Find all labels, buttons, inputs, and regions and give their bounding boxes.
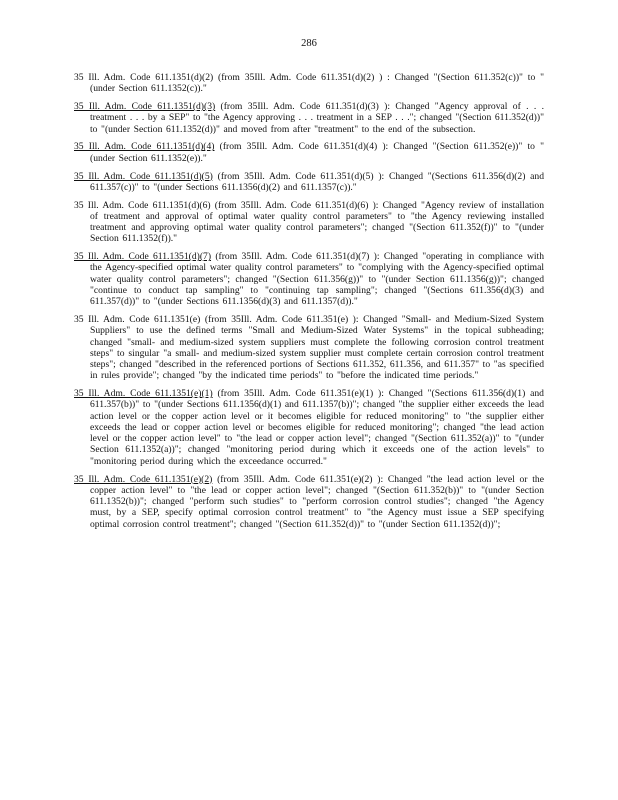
amendment-text: (from 35Ill. Adm. Code 611.351(e)(1) ): Changed "(Sections 611.356(d)(1) and 611.357(b))" to "(under Sections 611.1356(d)(1) and 611.1357(b))"; changed "the supplier either exceeds the lead action level or the copper action level or it becomes eligible for reduced monitoring" to "the supplier either exceeds the lead or copper action level or becomes eligible for reduced monitoring"; changed "the lead action level or the copper action level" to "the lead or copper action level"; changed "(Section 611.352(a))" to "(under Section 611.1352(a))"; changed "monitoring period during which it exceeds one of the action levels" to "monitoring period during which the exceedance occurred.": [90, 388, 544, 467]
amendment-entry: [74, 72, 544, 95]
code-citation: 35 Ill. Adm. Code 611.1351(d)(6): [74, 199, 211, 211]
code-citation: 35 Ill. Adm. Code 611.1351(d)(3): [74, 101, 216, 113]
amendment-entry: [74, 388, 544, 467]
code-citation: 35 Ill. Adm. Code 611.1351(e): [74, 314, 201, 326]
amendment-text: (from 35Ill. Adm. Code 611.351(d)(4) ): Changed "(Section 611.352(e))" to "(under Section 611.1352(e)).": [90, 141, 544, 164]
amendment-text: (from 35Ill. Adm. Code 611.351(d)(5) ): Changed "(Sections 611.356(d)(2) and 611.357(c))" to "(under Sections 611.1356(d)(2) and 611.1357(c)).": [90, 170, 544, 193]
amendment-text: (from 35Ill. Adm. Code 611.351(d)(3) ): Changed "Agency approval of . . . treatment . . . by a SEP" to "the Agency approving . . . treatment in a SEP . . ."; changed "(Section 611.352(d))" to "(under Section 611.1352(d))" and moved from after "treatment" to the end of the subsection.: [90, 101, 544, 135]
page-number: 286: [301, 38, 317, 49]
amendment-entry: [74, 141, 544, 164]
code-citation: 35 Ill. Adm. Code 611.1351(d)(4): [74, 141, 215, 153]
code-citation: 35 Ill. Adm. Code 611.1351(e)(2): [74, 473, 213, 485]
code-citation: 35 Ill. Adm. Code 611.1351(d)(7): [74, 251, 212, 263]
amendment-text: (from 35Ill. Adm. Code 611.351(d)(7) ): Changed "operating in compliance with the Agency-specified optimal water quality control parameters" to "complying with the Agency-specified optimal water quality control parameters"; changed "(Section 611.356(g))" to "(under Section 611.1356(g))"; changed "continue to conduct tap sampling" to "continuing tap sampling"; changed "(Sections 611.356(d)(3) and 611.357(d))" to "(under Sections 611.1356(d)(3) and 611.1357(d)).": [90, 251, 544, 308]
amendment-entry: [74, 251, 544, 307]
amendment-entry: [74, 200, 544, 245]
code-citation: 35 Ill. Adm. Code 611.1351(e)(1): [74, 388, 213, 400]
amendment-text: (from 35Ill. Adm. Code 611.351(e) ): Changed "Small- and Medium-Sized System Suppliers" to use the defined terms "Small and Medium-Sized Water Systems" in the topical subheading; changed "small- and medium-sized system suppliers must complete the following corrosion control treatment steps" to singular "a small- and medium-sized system supplier must complete certain corrosion control treatment steps"; changed "described in the referenced portions of Sections 611.352, 611.356, and 611.357" to "as specified in rules provide"; changed "by the indicated time periods" to "before the indicated time periods.": [90, 314, 544, 382]
amendment-entry: [74, 314, 544, 382]
amendment-text: (from 35Ill. Adm. Code 611.351(e)(2) ): Changed "the lead action level or the copper action level" to "the lead or copper action level"; changed "(Section 611.352(b))" to "(under Section 611.1352(b))"; changed "perform such studies" to "perform corrosion control studies"; changed "the Agency must, by a SEP, specify optimal corrosion control treatment" to "the Agency must issue a SEP specifying optimal corrosion control treatment"; changed "(Section 611.352(d))" to "(under Section 611.1352(d))";: [90, 473, 544, 530]
amendment-list: [74, 72, 544, 536]
code-citation: 35 Ill. Adm. Code 611.1351(d)(5): [74, 170, 213, 182]
amendment-text: (from 35Ill. Adm. Code 611.351(d)(2) ) : Changed "(Section 611.352(c))" to "(under Section 611.1352(c)).": [90, 72, 545, 95]
amendment-entry: [74, 101, 544, 135]
code-citation: 35 Ill. Adm. Code 611.1351(d)(2): [74, 72, 214, 83]
amendment-entry: [74, 474, 544, 530]
amendment-entry: [74, 171, 544, 194]
amendment-text: (from 35Ill. Adm. Code 611.351(d)(6) ): Changed "Agency review of installation of treatment and approval of optimal water quality control parameters" to "the Agency reviewing installed treatment and approving optimal water quality control parameters"; changed "(Section 611.352(f))" to "(under Section 611.1352(f)).": [90, 199, 545, 245]
